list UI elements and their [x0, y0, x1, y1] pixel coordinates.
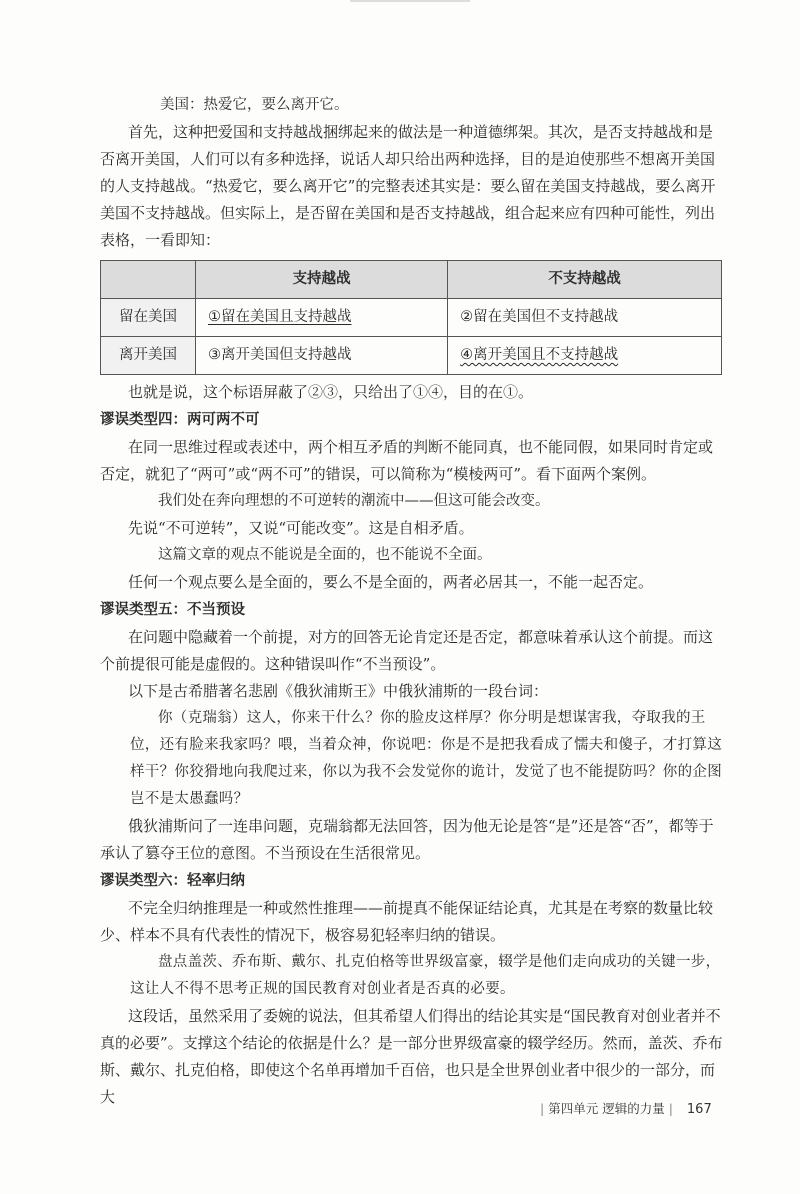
paragraph-5: 任何一个观点要么是全面的，要么不是全面的，两者必居其一，不能一起否定。: [128, 573, 654, 591]
section-heading-5: 谬误类型五：不当预设: [100, 602, 245, 618]
table-corner-cell: [101, 261, 196, 299]
underlined-option-1: ①留在美国且支持越战: [208, 309, 352, 325]
table-cell: [196, 299, 448, 337]
table-cell: ③离开美国但支持越战: [196, 337, 448, 375]
footer-unit: 第四单元: [548, 1101, 599, 1116]
underlined-option-4: ④离开美国且不支持越战: [460, 347, 619, 363]
section-heading-6: 谬误类型六：轻率归纳: [100, 873, 245, 889]
paragraph-4: 先说“不可逆转”，又说“可能改变”。这是自相矛盾。: [128, 519, 474, 537]
paragraph-8: 俄狄浦斯问了一连串问题，克瑞翁都无法回答，因为他无论是答“是”还是答“否”，都等于承认了篡夺王位的意图。不当预设在生活很常见。: [100, 817, 714, 862]
paragraph-9: 不完全归纳推理是一种或然性推理——前提真不能保证结论真，尤其是在考察的数量比较少、样本不具有代表性的情况下，极容易犯轻率归纳的错误。: [100, 899, 714, 944]
intro-quote: 美国：热爱它，要么离开它。: [160, 97, 349, 113]
paragraph-1: 首先，这种把爱国和支持越战捆绑起来的做法是一种道德绑架。其次，是否支持越战和是否离开美国，人们可以有多种选择，说话人却只给出两种选择，目的是迫使那些不想离开美国的人支持越战。“热爱它，要么离开它”的完整表述其实是：要么留在美国支持越战，要么离开美国不支持越战。但实际上，是否留在美国和是否支持越战，组合起来应有四种可能性，列出表格，一看即知：: [100, 123, 716, 249]
paragraph-3: 在同一思维过程或表述中，两个相互矛盾的判断不能同真，也不能同假，如果同时肯定或否定，就犯了“两可”或“两不可”的错误，可以简称为“模棱两可”。看下面两个案例。: [100, 438, 714, 483]
table-row: [101, 337, 722, 375]
paragraph-6: 在问题中隐藏着一个前提，对方的回答无论肯定还是否定，都意味着承认这个前提。而这个前提很可能是虚假的。这种错误叫作“不当预设”。: [100, 628, 714, 673]
example-1: 我们处在奔向理想的不可逆转的潮流中——但这可能会改变。: [158, 493, 550, 509]
footer-divider: |: [668, 1101, 673, 1116]
table-header-row: [101, 261, 722, 299]
comparison-table: [100, 260, 722, 375]
footer-unit-title: 逻辑的力量: [602, 1101, 665, 1116]
table-row: [101, 299, 722, 337]
paragraph-7: 以下是古希腊著名悲剧《俄狄浦斯王》中俄狄浦斯的一段台词：: [128, 682, 549, 700]
example-2: 这篇文章的观点不能说是全面的，也不能说不全面。: [158, 547, 492, 563]
table-row-header: 离开美国: [101, 337, 196, 375]
footer-divider: |: [540, 1101, 545, 1116]
paragraph-10: 这段话，虽然采用了委婉的说法，但其希望人们得出的结论其实是“国民教育对创业者并不真的必要”。支撑这个结论的依据是什么？是一部分世界级富豪的辍学经历。然而，盖茨、乔布斯、戴尔、扎克伯格，即使这个名单再增加千百倍，也只是全世界创业者中很少的一部分，而大: [100, 1007, 723, 1106]
example-4: 盘点盖茨、乔布斯、戴尔、扎克伯格等世界级富豪，辍学是他们走向成功的关键一步，这让人不得不思考正规的国民教育对创业者是否真的必要。: [130, 954, 721, 997]
top-edge-rule: [350, 0, 470, 2]
table-col-header: 不支持越战: [448, 261, 722, 299]
table-row-header: 留在美国: [101, 299, 196, 337]
page-number: 167: [686, 1102, 712, 1117]
paragraph-2: 也就是说，这个标语屏蔽了②③，只给出了①④，目的在①。: [128, 383, 534, 401]
section-heading-4: 谬误类型四：两可两不可: [100, 412, 260, 428]
example-3: 你（克瑞翁）这人，你来干什么？你的脸皮这样厚？你分明是想谋害我，夺取我的王位，还有脸来我家吗？喂，当着众神，你说吧：你是不是把我看成了懦夫和傻子，才打算这样干？你狡猾地向我爬过来，你以为我不会发觉你的诡计，发觉了也不能提防吗？你的企图岂不是太愚蠢吗？: [130, 710, 722, 807]
table-col-header: 支持越战: [196, 261, 448, 299]
table-cell: ②留在美国但不支持越战: [448, 299, 722, 337]
page-body: [100, 92, 725, 1111]
table-cell: [448, 337, 722, 375]
page-footer: [540, 1099, 730, 1117]
